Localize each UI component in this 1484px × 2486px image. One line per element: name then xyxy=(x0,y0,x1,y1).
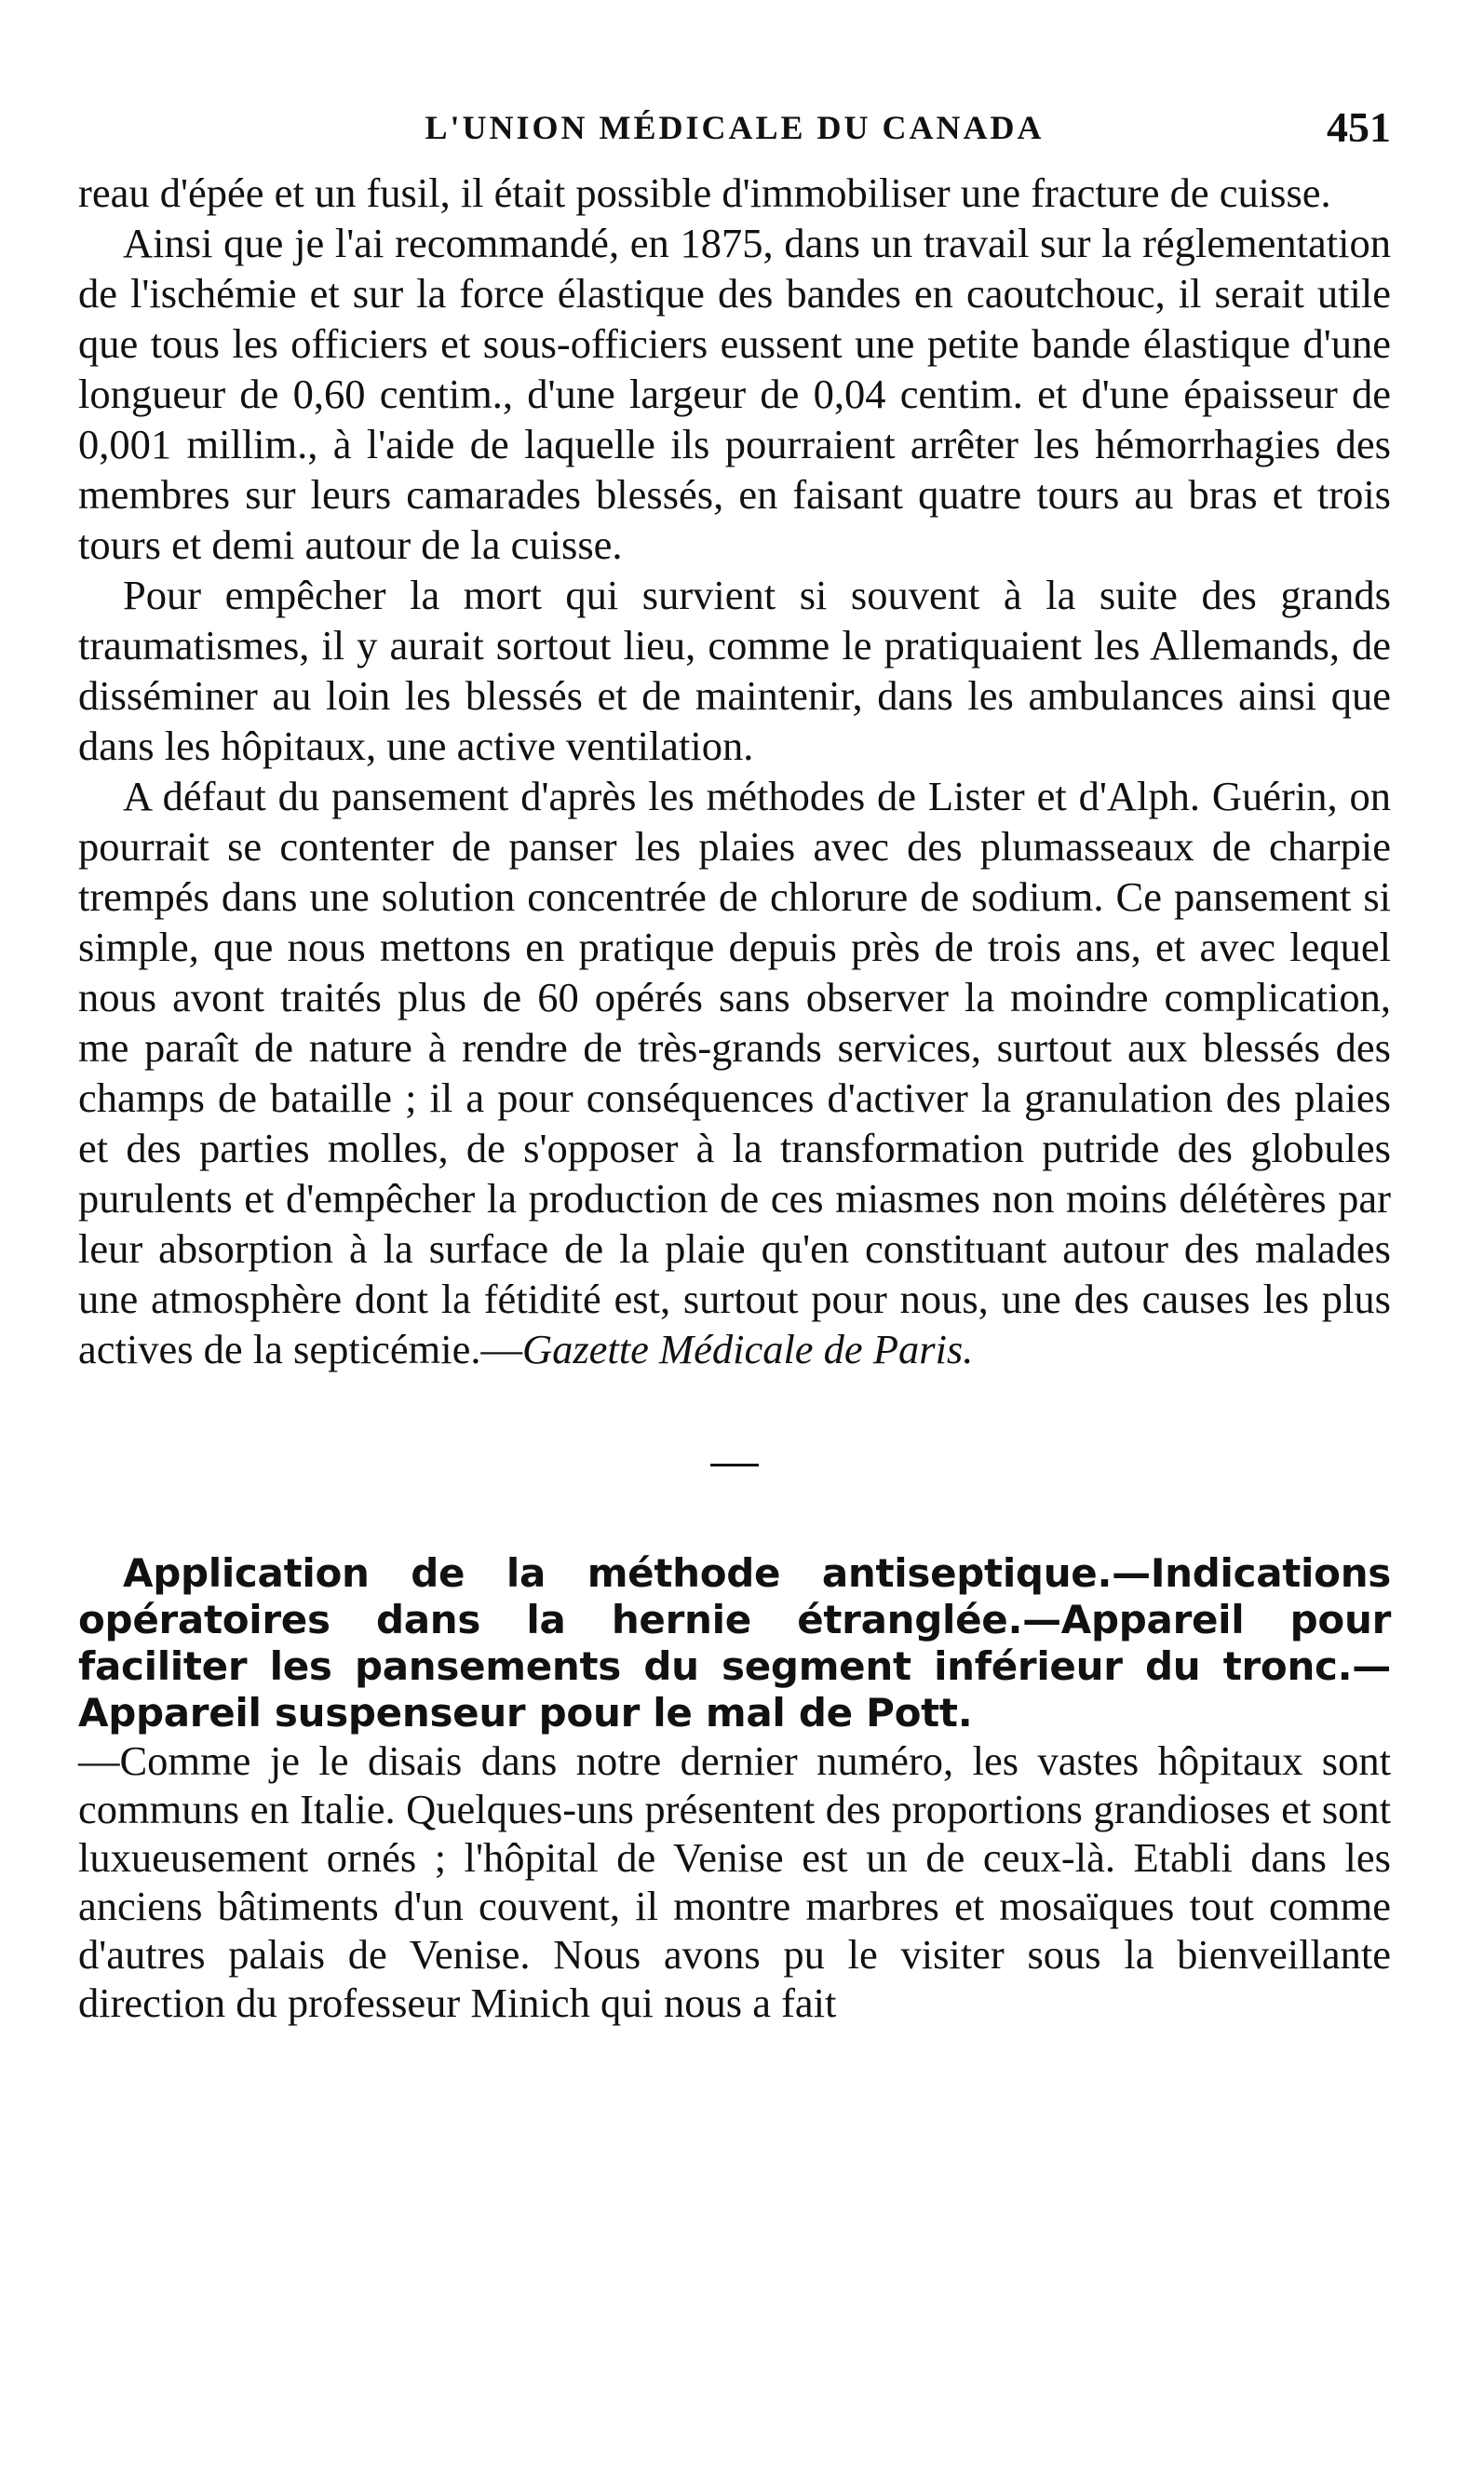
article-paragraph: —Comme je le disais dans notre dernier numéro, les vastes hôpitaux sont communs en Italie. Quelques-uns présentent des proportions grandioses et sont luxueusement ornés ; l'hôpital de Venise est un de ceux-là. Etabli dans les anciens bâtiments d'un couvent, il montre marbres et mosaïques tout comme d'autres palais de Venise. Nous avons pu le visiter sous la bienveillante direction du professeur Minich qui nous a fait xyxy=(78,1737,1391,2026)
paragraph-continuation: reau d'épée et un fusil, il était possible d'immobiliser une fracture de cuisse. xyxy=(78,169,1331,216)
running-header xyxy=(78,102,1391,158)
article xyxy=(78,1550,1391,2027)
section-separator xyxy=(710,1464,759,1466)
body-text xyxy=(78,168,1391,1374)
journal-title: L'UNION MÉDICALE DU CANADA xyxy=(425,109,1045,146)
paragraph-ischemia: Ainsi que je l'ai recommandé, en 1875, dans un travail sur la réglementation de l'ischémie et sur la force élastique des bandes en caoutchouc, il serait utile que tous les officiers et sous-officiers eussent une petite bande élastique d'une longueur de 0,60 centim., d'une largeur de 0,04 centim. et d'une épaisseur de 0,001 millim., à l'aide de laquelle ils pourraient arrêter les hémorrhagies des membres sur leurs camarades blessés, en faisant quatre tours au bras et trois tours et demi autour de la cuisse. xyxy=(78,220,1391,568)
source-citation: Gazette Médicale de Paris. xyxy=(521,1326,974,1372)
article-heading: Application de la méthode antiseptique.—Indications opératoires dans la hernie étranglée.—Appareil pour faciliter les pansements du segment inférieur du tronc.—Appareil suspenseur pour le mal de Pott. xyxy=(78,1550,1391,1736)
paragraph-ventilation: Pour empêcher la mort qui survient si souvent à la suite des grands traumatismes, il y aurait sortout lieu, comme le pratiquaient les Allemands, de disséminer au loin les blessés et de maintenir, dans les ambulances ainsi que dans les hôpitaux, une active ventilation. xyxy=(78,572,1391,769)
article-body xyxy=(78,1736,1391,2027)
document-page xyxy=(78,102,1391,2027)
page-number: 451 xyxy=(1327,103,1391,151)
paragraph-dressing xyxy=(78,771,1391,1374)
paragraph-dressing-text: A défaut du pansement d'après les méthodes de Lister et d'Alph. Guérin, on pourrait se contenter de panser les plaies avec des plumasseaux de charpie trempés dans une solution concentrée de chlorure de sodium. Ce pansement si simple, que nous mettons en pratique depuis près de trois ans, et avec lequel nous avont traités plus de 60 opérés sans observer la moindre complication, me paraît de nature à rendre de très-grands services, surtout aux blessés des champs de bataille ; il a pour conséquences d'activer la granulation des plaies et des parties molles, de s'opposer à la transformation putride des globules purulents et d'empêcher la production de ces miasmes non moins délétères par leur absorption à la surface de la plaie qu'en constituant autour des malades une atmosphère dont la fétidité est, surtout pour nous, une des causes les plus actives de la septicémie.— xyxy=(78,773,1391,1372)
